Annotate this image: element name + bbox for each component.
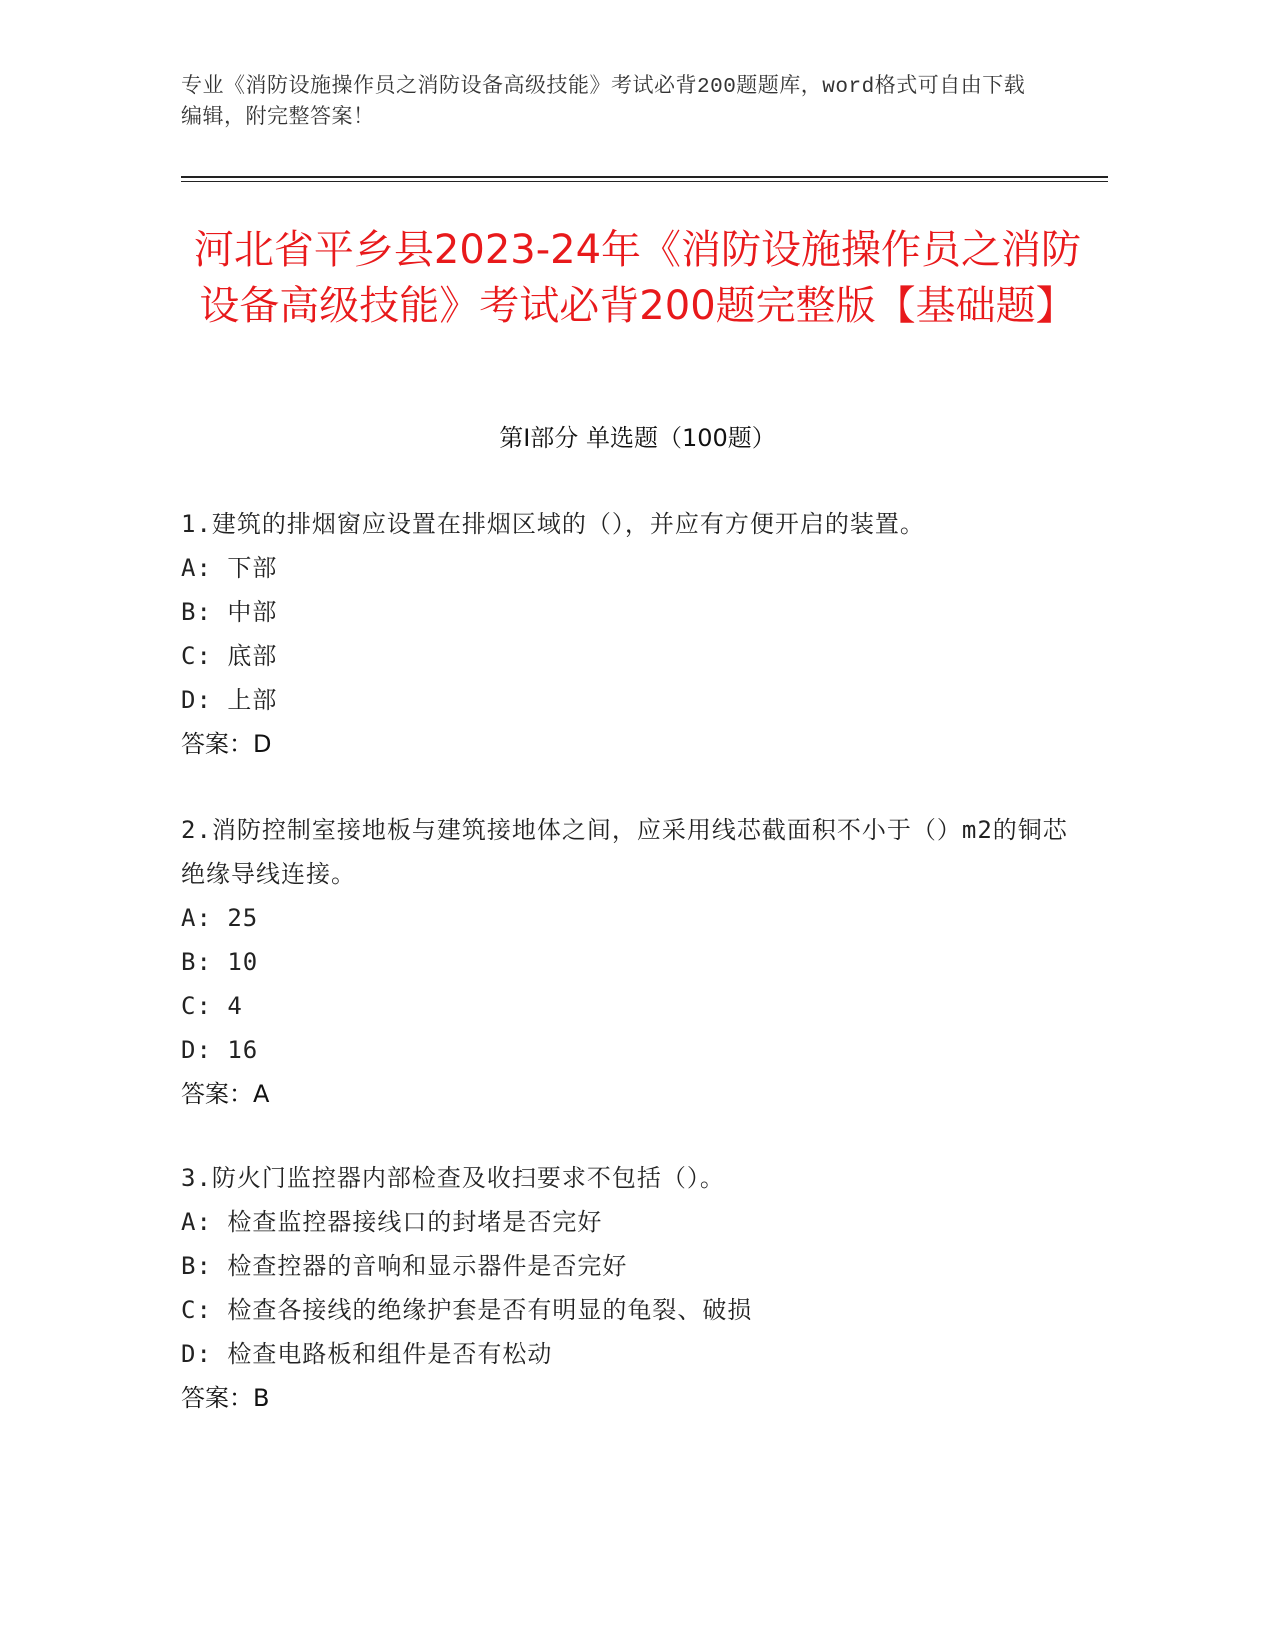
answer-line: 答案：D [181, 730, 272, 758]
option-d: D: 16 [181, 1036, 259, 1064]
section-title: 第I部分 单选题（100题） [499, 424, 776, 452]
header-note: 专业《消防设施操作员之消防设备高级技能》考试必背200题题库，word格式可自由下载编辑，附完整答案！ [181, 76, 1026, 130]
option-b: B: 10 [181, 948, 259, 976]
option-b: B: 中部 [181, 598, 278, 626]
question-1 [181, 502, 1081, 766]
question-2 [181, 808, 1081, 1116]
option-a: A: 25 [181, 904, 259, 932]
answer-line: 答案：A [181, 1080, 270, 1108]
option-b: B: 检查控器的音响和显示器件是否完好 [181, 1252, 628, 1280]
question-stem: 3.防火门监控器内部检查及收扫要求不包括（）。 [181, 1164, 725, 1192]
header-rule-thin [181, 181, 1108, 182]
document-title: 河北省平乡县2023-24年《消防设施操作员之消防设备高级技能》考试必背200题完整版【基础题】 [193, 227, 1082, 329]
option-c: C: 4 [181, 992, 243, 1020]
option-a: A: 下部 [181, 554, 278, 582]
question-3 [181, 1156, 1081, 1420]
option-c: C: 底部 [181, 642, 278, 670]
option-c: C: 检查各接线的绝缘护套是否有明显的龟裂、破损 [181, 1296, 753, 1324]
header-rule-thick [181, 176, 1108, 178]
answer-line: 答案：B [181, 1384, 270, 1412]
question-stem: 2.消防控制室接地板与建筑接地体之间，应采用线芯截面积不小于（）m2的铜芯绝缘导线连接。 [181, 816, 1068, 888]
option-d: D: 上部 [181, 686, 278, 714]
question-stem: 1.建筑的排烟窗应设置在排烟区域的（），并应有方便开启的装置。 [181, 510, 925, 538]
option-d: D: 检查电路板和组件是否有松动 [181, 1340, 553, 1368]
option-a: A: 检查监控器接线口的封堵是否完好 [181, 1208, 603, 1236]
